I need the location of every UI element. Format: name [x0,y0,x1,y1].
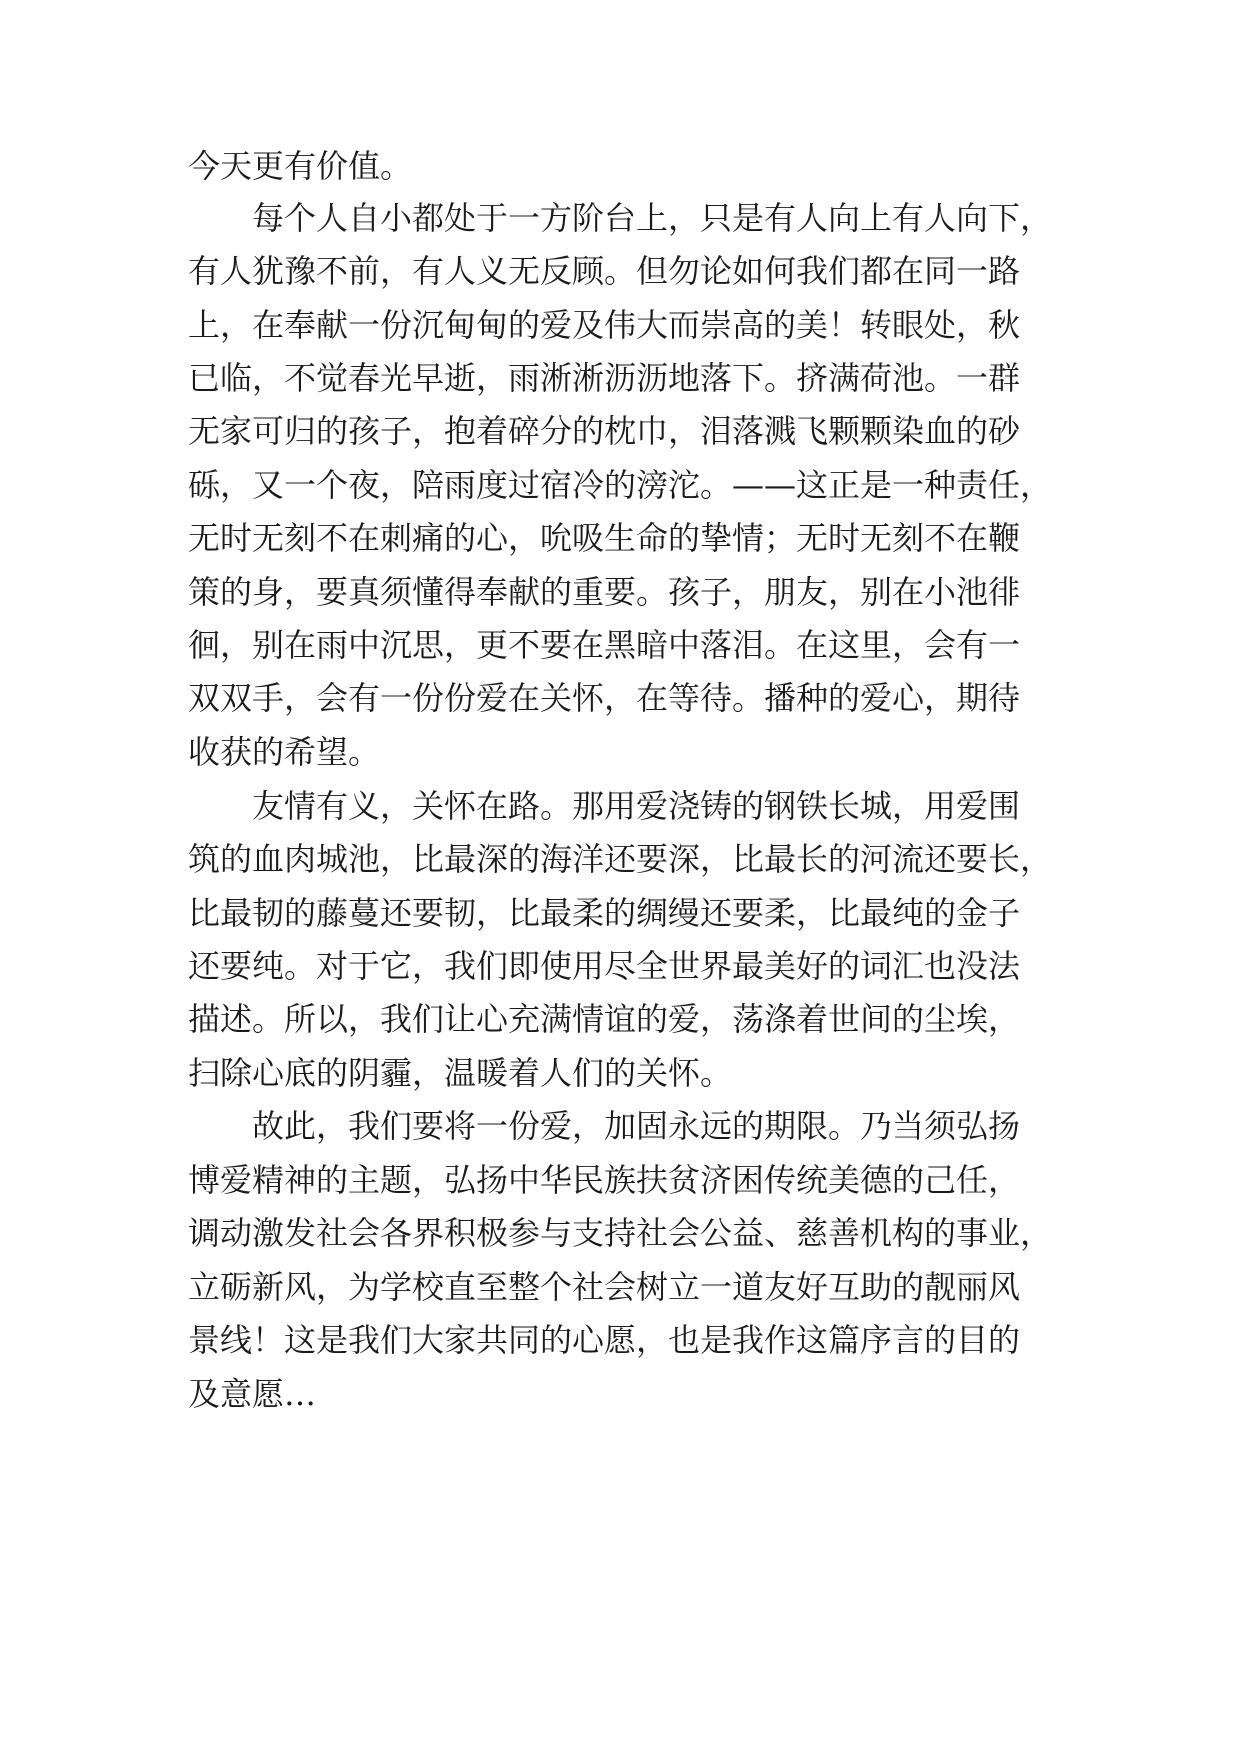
text-line: 友情有义，关怀在路。那用爱浇铸的钢铁长城，用爱围 [252,787,1021,825]
text-line: 博爱精神的主题，弘扬中华民族扶贫济困传统美德的己任， [188,1161,1021,1199]
text-line: 有人犹豫不前，有人义无反顾。但勿论如何我们都在同一路 [188,252,1021,290]
text-line: 还要纯。对于它，我们即使用尽全世界最美好的词汇也没法 [188,947,1021,985]
text-line: 每个人自小都处于一方阶台上，只是有人向上有人向下， [252,199,1053,237]
text-line: 故此，我们要将一份爱，加固永远的期限。乃当须弘扬 [252,1107,1021,1145]
text-line: 无时无刻不在刺痛的心，吮吸生命的挚情；无时无刻不在鞭 [188,519,1021,557]
text-line: 立砺新风，为学校直至整个社会树立一道友好互助的靓丽风 [188,1268,1021,1306]
text-line: 景线！这是我们大家共同的心愿，也是我作这篇序言的目的 [188,1321,1021,1359]
text-line: 比最韧的藤蔓还要韧，比最柔的绸缦还要柔，比最纯的金子 [188,894,1021,932]
text-line: 扫除心底的阴霾，温暖着人们的关怀。 [188,1054,733,1092]
text-line: 无家可归的孩子，抱着碎分的枕巾，泪落溅飞颗颗染血的砂 [188,412,1021,450]
text-line: 策的身，要真须懂得奉献的重要。孩子，朋友，别在小池徘 [188,573,1021,611]
text-line: 上，在奉献一份沉甸甸的爱及伟大而崇高的美！转眼处，秋 [188,306,1021,344]
text-line: 收获的希望。 [188,733,381,771]
text-line: 砾，又一个夜，陪雨度过宿冷的滂沱。——这正是一种责任， [188,466,1053,504]
text-line: 已临，不觉春光早逝，雨淅淅沥沥地落下。挤满荷池。一群 [188,359,1021,397]
text-line: 描述。所以，我们让心充满情谊的爱，荡涤着世间的尘埃， [188,1000,1021,1038]
text-line: 徊，别在雨中沉思，更不要在黑暗中落泪。在这里，会有一 [188,626,1021,664]
text-line: 调动激发社会各界积极参与支持社会公益、慈善机构的事业， [188,1214,1053,1252]
text-line: 筑的血肉城池，比最深的海洋还要深，比最长的河流还要长， [188,840,1053,878]
text-line: 今天更有价值。 [188,147,413,185]
text-line: 双双手，会有一份份爱在关怀，在等待。播种的爱心，期待 [188,679,1021,717]
text-line: 及意愿… [188,1375,317,1413]
